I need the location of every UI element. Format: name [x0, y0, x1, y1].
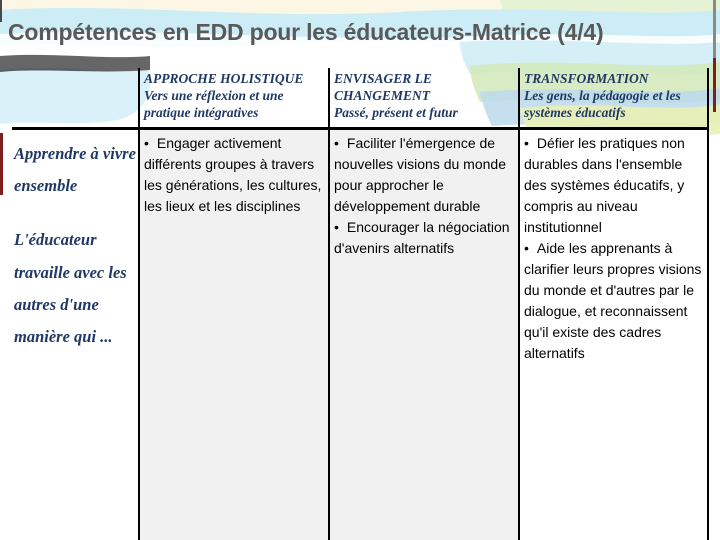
column-title: ENVISAGER LE CHANGEMENT [334, 71, 432, 104]
column-subtitle: Les gens, la pédagogie et les systèmes éducatifs [524, 88, 681, 121]
bullet-glyph: • [144, 135, 149, 151]
bullet-glyph: • [334, 135, 339, 151]
bullet-text: Faciliter l'émergence de nouvelles visions du monde pour approcher le développement durable [334, 135, 506, 214]
bullet-text: Encourager la négociation d'avenirs alternatifs [334, 219, 510, 256]
column-header-approche-holistique [138, 68, 328, 130]
bullet-item [524, 238, 703, 364]
bullet-item [334, 217, 514, 259]
row-header-apprendre-a-vivre-ensemble [12, 130, 138, 540]
row-header-descriptor: L'éducateur travaille avec les autres d'une manière qui ... [14, 230, 127, 346]
column-title: APPROCHE HOLISTIQUE [144, 71, 304, 86]
row-header-competence: Apprendre à vivre ensemble [14, 144, 136, 196]
left-edge-maroon-accent [0, 133, 3, 195]
left-edge-gray-accent [0, 0, 2, 22]
bullet-glyph: • [524, 240, 529, 256]
column-title: TRANSFORMATION [524, 71, 649, 86]
column-header-transformation [518, 68, 709, 130]
cell-envisager-le-changement [328, 130, 518, 540]
bullet-item [524, 133, 703, 238]
column-header-envisager-le-changement [328, 68, 518, 130]
cell-approche-holistique [138, 130, 328, 540]
bullet-glyph: • [334, 219, 339, 235]
bullet-text: Défier les pratiques non durables dans l'ensemble des systèmes éducatifs, y compris au niveau institutionnel [524, 135, 685, 235]
cell-transformation [518, 130, 709, 540]
slide-title: Compétences en EDD pour les éducateurs-Matrice (4/4) [8, 19, 604, 45]
column-subtitle: Passé, présent et futur [334, 105, 458, 121]
bullet-item [144, 133, 324, 217]
bullet-text: Engager activement différents groupes à travers les générations, les cultures, les lieux et les disciplines [144, 135, 322, 214]
bullet-item [334, 133, 514, 217]
bullet-glyph: • [524, 135, 529, 151]
right-edge-gray-accent [713, 0, 716, 58]
bullet-text: Aide les apprenants à clarifier leurs propres visions du monde et d'autres par le dialogue, et reconnaissent qu'il existe des cadres alternatifs [524, 240, 702, 361]
row-header-spacer-cell [12, 68, 138, 130]
column-subtitle: Vers une réflexion et une pratique intégratives [144, 88, 284, 121]
right-edge-maroon-accent [713, 58, 716, 112]
competence-matrix-table [12, 68, 709, 540]
